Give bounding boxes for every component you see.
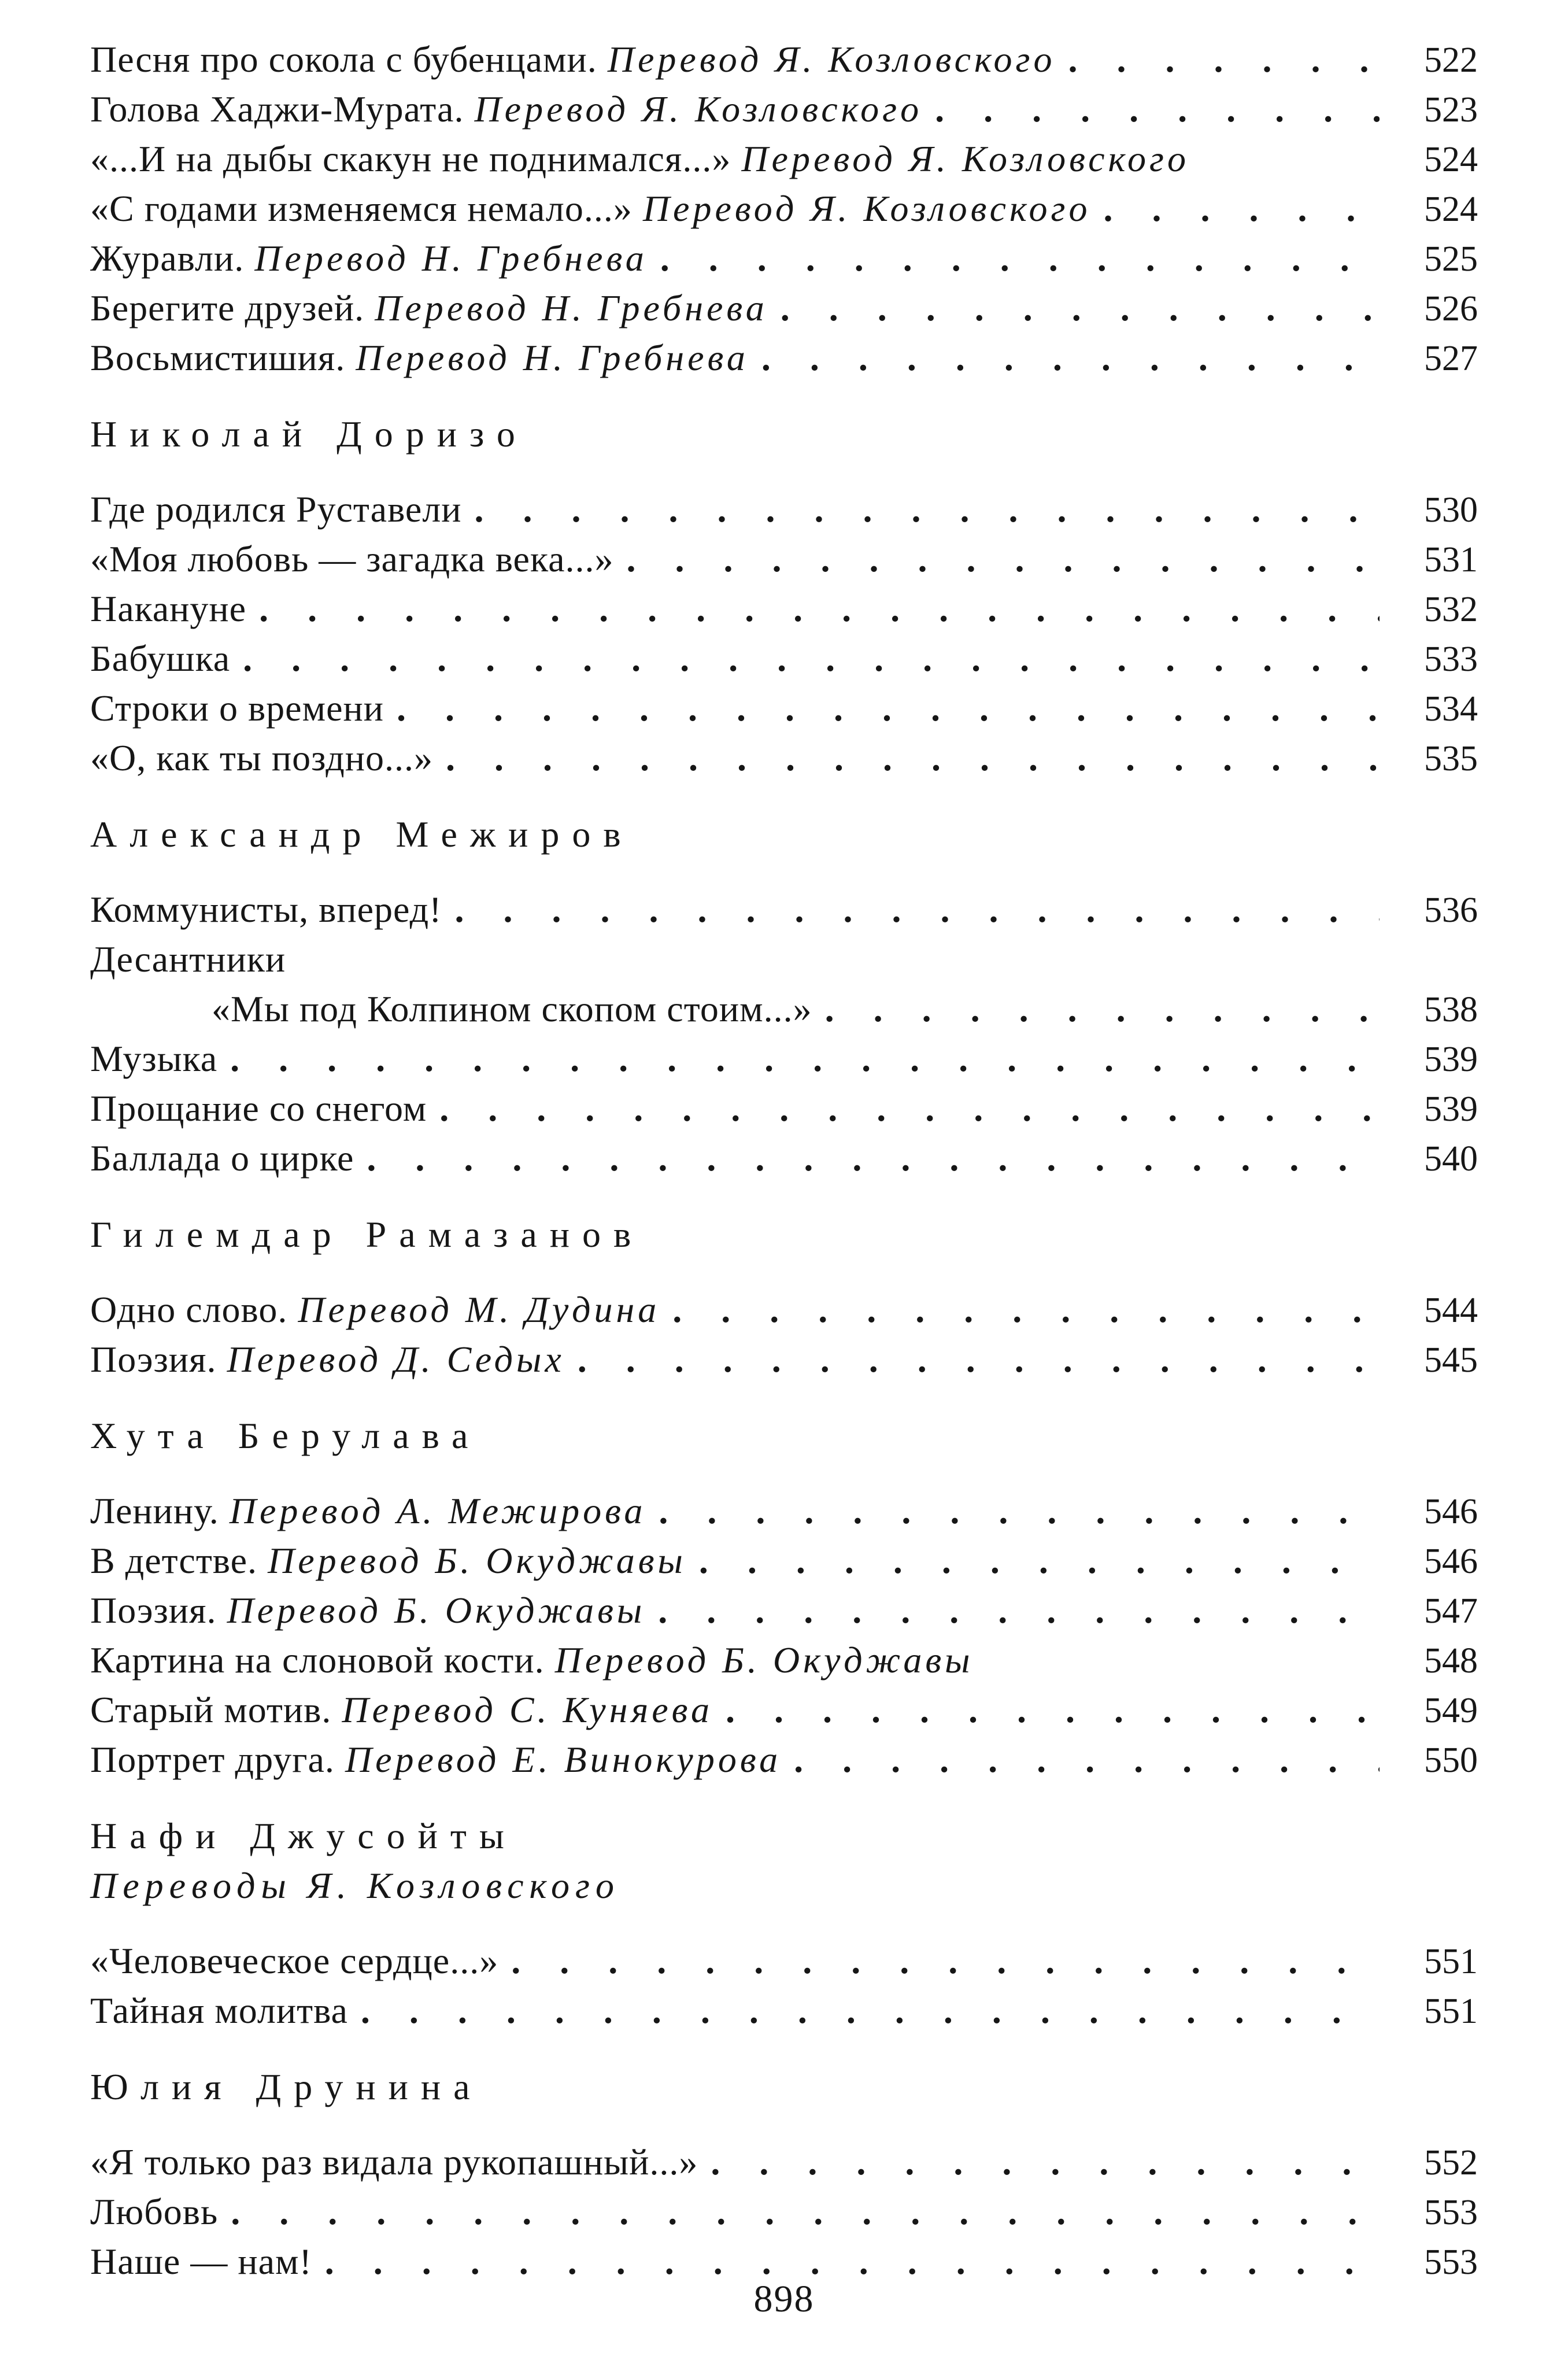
- entry-translator: Перевод Я. Козловского: [642, 188, 1091, 229]
- entry-page-number: 553: [1424, 2243, 1478, 2282]
- toc-entry[interactable]: [90, 234, 1478, 283]
- entry-title: Бабушка: [90, 638, 231, 679]
- toc-entry[interactable]: [90, 2187, 1478, 2237]
- entry-title: Баллада о цирке: [90, 1138, 354, 1179]
- entry-translator: Перевод Я. Козловского: [607, 39, 1056, 80]
- entry-list: [90, 485, 1478, 783]
- entry-list: [90, 2137, 1478, 2287]
- entry-page-number: 524: [1424, 140, 1478, 179]
- entry-page-number: 539: [1424, 1040, 1478, 1079]
- entry-page-number: 553: [1424, 2193, 1478, 2232]
- entry-list: [90, 885, 1478, 1183]
- entry-translator: Перевод Н. Гребнева: [356, 337, 749, 378]
- entry-title: Прощание со снегом: [90, 1088, 427, 1129]
- entry-page-number: 548: [1424, 1641, 1478, 1681]
- author-heading: Юлия Друнина: [90, 2066, 483, 2107]
- toc-entry[interactable]: [90, 35, 1478, 84]
- entry-title: «...И на дыбы скакун не поднимался...»: [90, 138, 731, 179]
- entry-page-number: 531: [1424, 540, 1478, 579]
- translator-note: Переводы Я. Козловского: [90, 1865, 620, 1906]
- entry-title: «С годами изменяемся немало...»: [90, 188, 633, 229]
- entry-page-number: 532: [1424, 590, 1478, 629]
- entry-title: Восьмистишия.: [90, 337, 346, 378]
- dot-leader: [475, 485, 1380, 534]
- dot-leader: [781, 283, 1380, 333]
- entry-title: Картина на слоновой кости.: [90, 1639, 545, 1681]
- dot-leader: [726, 1685, 1380, 1735]
- entry-title: Поэзия.: [90, 1339, 217, 1380]
- toc-entry[interactable]: [90, 885, 1478, 935]
- entry-title: «Моя любовь — загадка века...»: [90, 538, 614, 579]
- entry-page-number: 535: [1424, 739, 1478, 778]
- entry-title: Ленину.: [90, 1490, 219, 1531]
- author-heading: Гилемдар Рамазанов: [90, 1214, 644, 1255]
- dot-leader: [660, 234, 1380, 283]
- dot-leader: [794, 1735, 1380, 1785]
- toc-entry[interactable]: [90, 184, 1478, 234]
- toc-entry[interactable]: [90, 733, 1478, 783]
- entry-title: Где родился Руставели: [90, 489, 462, 530]
- entry-page-number: 534: [1424, 689, 1478, 729]
- entry-page-number: 538: [1424, 990, 1478, 1029]
- toc-entry[interactable]: [90, 1285, 1478, 1335]
- entry-title: Одно слово.: [90, 1289, 288, 1330]
- toc-entry[interactable]: [90, 584, 1478, 634]
- entry-translator: Перевод Д. Седых: [227, 1339, 565, 1380]
- entry-list: [90, 1936, 1478, 2036]
- dot-leader: [659, 1486, 1380, 1536]
- entry-page-number: 546: [1424, 1542, 1478, 1581]
- dot-leader: [1068, 35, 1380, 84]
- dot-leader: [935, 84, 1380, 134]
- toc-section: [90, 35, 1478, 383]
- entry-title: Песня про сокола с бубенцами.: [90, 39, 597, 80]
- entry-page-number: 552: [1424, 2143, 1478, 2182]
- entry-translator: Перевод Я. Козловского: [474, 88, 923, 130]
- entry-page-number: 544: [1424, 1291, 1478, 1330]
- entry-title: Десантники: [90, 939, 286, 980]
- dot-leader: [397, 684, 1380, 733]
- entry-page-number: 523: [1424, 90, 1478, 130]
- toc-entry[interactable]: [90, 534, 1478, 584]
- dot-leader: [1103, 184, 1380, 234]
- author-heading: Хута Берулава: [90, 1415, 481, 1456]
- entry-page-number: 550: [1424, 1741, 1478, 1780]
- dot-leader: [454, 885, 1380, 935]
- entry-page-number: 527: [1424, 339, 1478, 378]
- toc-entry[interactable]: [90, 1084, 1478, 1133]
- entry-title: Музыка: [90, 1038, 218, 1079]
- toc-entry[interactable]: [90, 84, 1478, 134]
- dot-leader: [672, 1285, 1380, 1335]
- toc-entry[interactable]: [90, 1536, 1478, 1586]
- toc-entry[interactable]: [90, 485, 1478, 534]
- entry-translator: Перевод Б. Окуджавы: [268, 1540, 686, 1581]
- toc-entry[interactable]: [90, 1034, 1478, 1084]
- entry-translator: Перевод А. Межирова: [229, 1490, 646, 1531]
- dot-leader: [578, 1335, 1380, 1384]
- dot-leader: [367, 1133, 1380, 1183]
- entry-title: В детстве.: [90, 1540, 258, 1581]
- entry-list: [90, 35, 1478, 383]
- toc-section: [90, 2062, 1478, 2287]
- entry-translator: Перевод Б. Окуджавы: [554, 1639, 974, 1681]
- toc-entry[interactable]: [90, 1936, 1478, 1986]
- entry-translator: Перевод Н. Гребнева: [254, 238, 648, 279]
- toc-entry[interactable]: [90, 134, 1478, 184]
- entry-page-number: 522: [1424, 40, 1478, 80]
- toc-entry[interactable]: [90, 2137, 1478, 2187]
- entry-title: Накануне: [90, 588, 247, 629]
- entry-translator: Перевод Я. Козловского: [741, 138, 1189, 179]
- entry-page-number: 540: [1424, 1139, 1478, 1179]
- entry-page-number: 524: [1424, 190, 1478, 229]
- entry-page-number: 549: [1424, 1691, 1478, 1730]
- toc-entry[interactable]: [90, 1685, 1478, 1735]
- author-heading: Александр Межиров: [90, 814, 634, 855]
- entry-title: Старый мотив.: [90, 1689, 332, 1730]
- dot-leader: [825, 984, 1380, 1034]
- entry-page-number: 530: [1424, 490, 1478, 530]
- entry-title: Наше — нам!: [90, 2241, 312, 2282]
- dot-leader: [230, 1034, 1380, 1084]
- page-number: 898: [753, 2278, 815, 2320]
- entry-page-number: 526: [1424, 289, 1478, 328]
- toc-entry[interactable]: [90, 634, 1478, 684]
- entry-translator: Перевод Б. Окуджавы: [227, 1590, 646, 1631]
- entry-page-number: 551: [1424, 1942, 1478, 1981]
- entry-list: [90, 1486, 1478, 1785]
- entry-title: «О, как ты поздно...»: [90, 737, 433, 778]
- dot-leader: [259, 584, 1380, 634]
- toc-section: [90, 810, 1478, 1183]
- entry-title: Строки о времени: [90, 688, 384, 729]
- entry-page-number: 547: [1424, 1591, 1478, 1631]
- entry-title: «Человеческое сердце...»: [90, 1940, 499, 1981]
- toc-section: [90, 1811, 1478, 2036]
- entry-title: Портрет друга.: [90, 1739, 335, 1780]
- author-heading: Нафи Джусойты: [90, 1815, 517, 1856]
- toc-entry[interactable]: [90, 1586, 1478, 1635]
- entry-title: «Мы под Колпином скопом стоим...»: [212, 988, 812, 1029]
- entry-page-number: 536: [1424, 891, 1478, 930]
- dot-leader: [511, 1936, 1380, 1986]
- entry-list: [90, 1285, 1478, 1384]
- entry-page-number: 539: [1424, 1090, 1478, 1129]
- dot-leader: [626, 534, 1380, 584]
- entry-page-number: 533: [1424, 640, 1478, 679]
- author-heading: Николай Доризо: [90, 413, 528, 455]
- toc-entry[interactable]: [90, 1486, 1478, 1536]
- toc-entry[interactable]: [90, 283, 1478, 333]
- entry-page-number: 551: [1424, 1992, 1478, 2031]
- toc-entry[interactable]: [90, 333, 1478, 383]
- entry-page-number: 545: [1424, 1340, 1478, 1380]
- toc-section: [90, 409, 1478, 783]
- dot-leader: [658, 1586, 1380, 1635]
- dot-leader: [439, 1084, 1380, 1133]
- toc-entry[interactable]: [90, 1735, 1478, 1785]
- dot-leader: [699, 1536, 1380, 1586]
- entry-translator: Перевод М. Дудина: [298, 1289, 660, 1330]
- entry-title: Журавли.: [90, 238, 245, 279]
- dot-leader: [446, 733, 1380, 783]
- toc-entry[interactable]: [90, 1986, 1478, 2036]
- dot-leader: [761, 333, 1380, 383]
- toc-entry[interactable]: [90, 1635, 1478, 1685]
- entry-title: Тайная молитва: [90, 1990, 348, 2031]
- dot-leader: [361, 1986, 1380, 2036]
- table-of-contents: [90, 35, 1478, 2287]
- entry-translator: Перевод С. Куняева: [342, 1689, 713, 1730]
- dot-leader: [231, 2187, 1380, 2237]
- dot-leader: [711, 2137, 1380, 2187]
- entry-title: Берегите друзей.: [90, 287, 365, 328]
- dot-leader: [243, 634, 1380, 684]
- toc-entry[interactable]: [90, 935, 1478, 984]
- toc-section: [90, 1210, 1478, 1384]
- entry-title: Коммунисты, вперед!: [90, 889, 442, 930]
- entry-title: Поэзия.: [90, 1590, 217, 1631]
- toc-entry[interactable]: [90, 1133, 1478, 1183]
- entry-title: «Я только раз видала рукопашный...»: [90, 2141, 698, 2182]
- toc-entry[interactable]: [90, 684, 1478, 733]
- entry-translator: Перевод Е. Винокурова: [345, 1739, 782, 1780]
- entry-title: Голова Хаджи-Мурата.: [90, 88, 464, 130]
- toc-entry[interactable]: [90, 984, 1478, 1034]
- entry-title: Любовь: [90, 2191, 219, 2232]
- entry-page-number: 546: [1424, 1492, 1478, 1531]
- entry-translator: Перевод Н. Гребнева: [375, 287, 768, 328]
- toc-section: [90, 1411, 1478, 1785]
- entry-page-number: 525: [1424, 239, 1478, 279]
- toc-entry[interactable]: [90, 1335, 1478, 1384]
